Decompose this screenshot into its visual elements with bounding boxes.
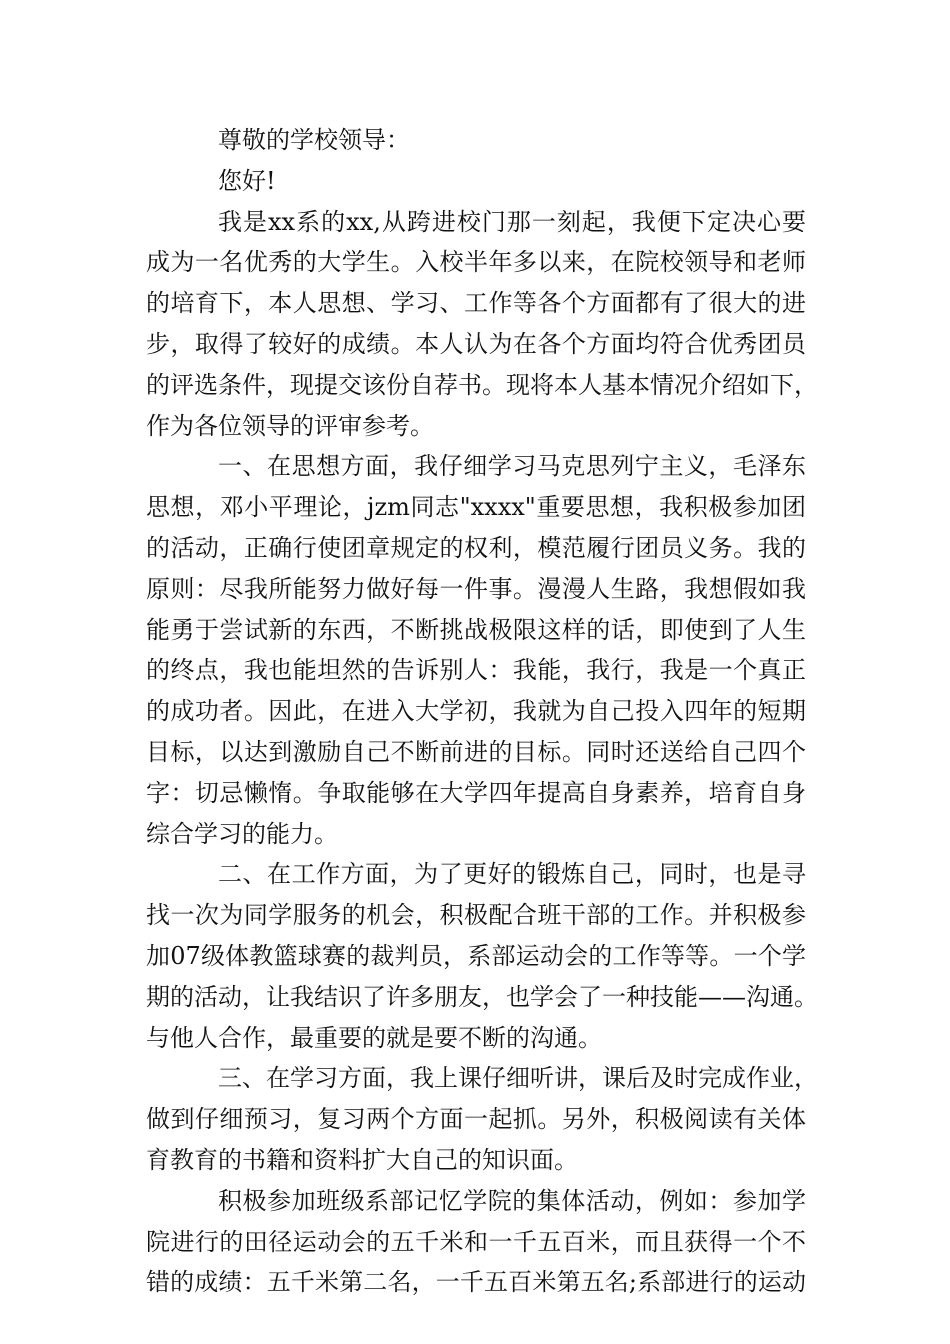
- paragraph-activity-line: 积极参加班级系部记忆学院的集体活动，例如：参加学: [218, 1186, 806, 1215]
- paragraph-work-line: 找一次为同学服务的机会，积极配合班干部的工作。并积极参: [146, 901, 806, 930]
- paragraph-thought-line: 思想，邓小平理论，jzm同志"xxxx"重要思想，我积极参加团: [146, 493, 806, 522]
- paragraph-study-line: 做到仔细预习，复习两个方面一起抓。另外，积极阅读有关体: [146, 1105, 806, 1134]
- paragraph-thought-line: 字：切忌懒惰。争取能够在大学四年提高自身素养，培育自身: [146, 778, 806, 807]
- paragraph-thought-line: 能勇于尝试新的东西，不断挑战极限这样的话，即使到了人生: [146, 615, 806, 644]
- paragraph-work-line: 加07级体教篮球赛的裁判员，系部运动会的工作等等。一个学: [146, 941, 806, 970]
- paragraph-work-line: 二、在工作方面，为了更好的锻炼自己，同时，也是寻: [218, 860, 806, 889]
- paragraph-work-line: 期的活动，让我结识了许多朋友，也学会了一种技能——沟通。: [146, 982, 818, 1011]
- paragraph-activity-line: 院进行的田径运动会的五千米和一千五百米，而且获得一个不: [146, 1227, 806, 1256]
- paragraph-activity-line: 错的成绩：五千米第二名，一千五百米第五名;系部进行的运动: [146, 1268, 806, 1297]
- letter-body: [146, 120, 818, 1303]
- paragraph-thought-line: 原则：尽我所能努力做好每一件事。漫漫人生路，我想假如我: [146, 574, 806, 603]
- salutation: 尊敬的学校领导：: [218, 126, 410, 154]
- paragraph-thought-line: 综合学习的能力。: [146, 819, 338, 848]
- paragraph-intro-line: 成为一名优秀的大学生。入校半年多以来，在院校领导和老师: [146, 248, 806, 277]
- paragraph-thought-line: 目标，以达到激励自己不断前进的目标。同时还送给自己四个: [146, 737, 806, 766]
- paragraph-thought-line: 的终点，我也能坦然的告诉别人：我能，我行，我是一个真正: [146, 656, 806, 685]
- paragraph-study-line: 三、在学习方面，我上课仔细听讲，课后及时完成作业，: [218, 1064, 818, 1093]
- paragraph-intro-line: 的评选条件，现提交该份自荐书。现将本人基本情况介绍如下，: [146, 370, 818, 399]
- paragraph-study-line: 育教育的书籍和资料扩大自己的知识面。: [146, 1145, 578, 1174]
- paragraph-intro-line: 作为各位领导的评审参考。: [146, 411, 434, 440]
- paragraph-thought-line: 一、在思想方面，我仔细学习马克思列宁主义，毛泽东: [218, 452, 806, 481]
- paragraph-work-line: 与他人合作，最重要的就是要不断的沟通。: [146, 1023, 602, 1052]
- paragraph-intro-line: 步，取得了较好的成绩。本人认为在各个方面均符合优秀团员: [146, 329, 806, 358]
- paragraph-intro-line: 我是xx系的xx,从跨进校门那一刻起，我便下定决心要: [218, 207, 806, 236]
- paragraph-thought-line: 的活动，正确行使团章规定的权利，模范履行团员义务。我的: [146, 533, 806, 562]
- paragraph-intro-line: 的培育下，本人思想、学习、工作等各个方面都有了很大的进: [146, 289, 806, 318]
- paragraph-thought-line: 的成功者。因此，在进入大学初，我就为自己投入四年的短期: [146, 697, 806, 726]
- greeting: 您好!: [218, 166, 276, 195]
